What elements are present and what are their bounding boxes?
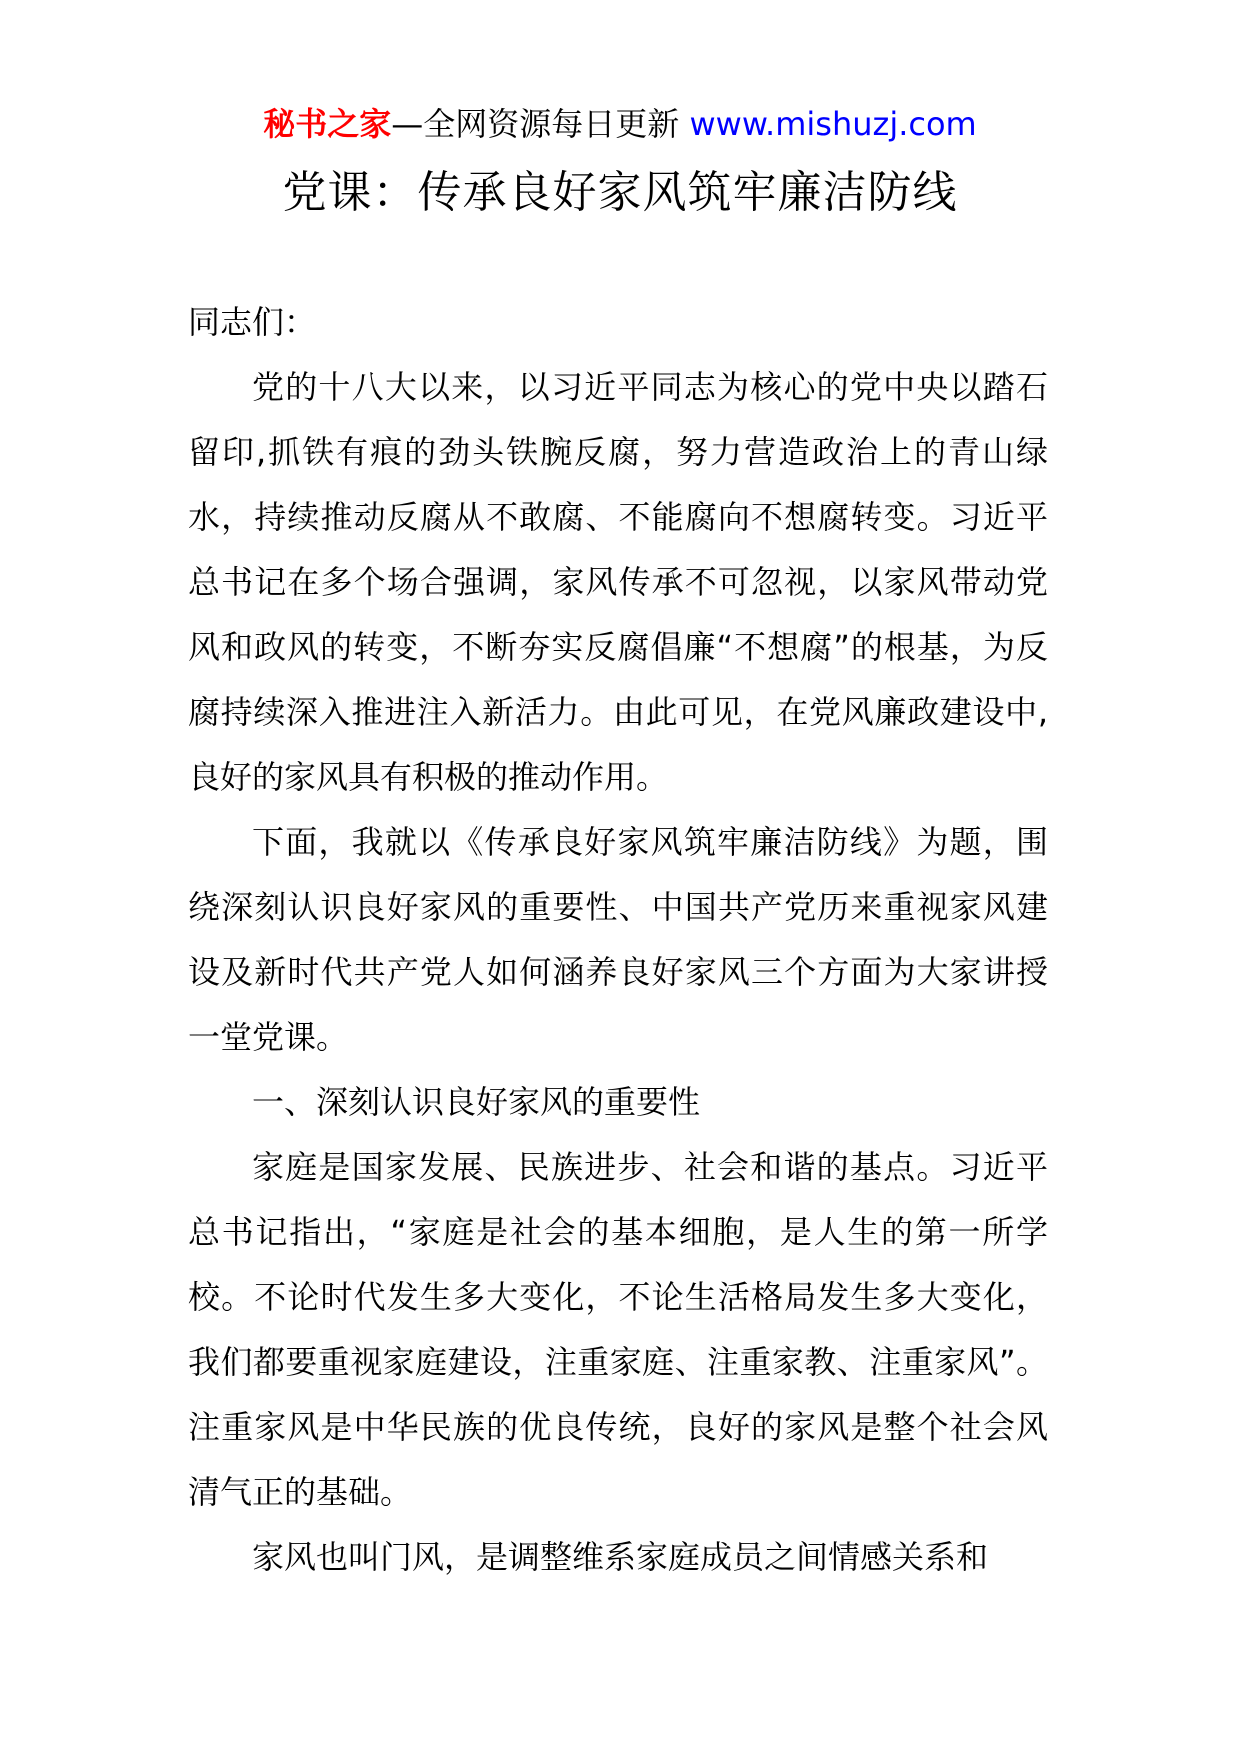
salutation: 同志们： [188, 303, 317, 341]
header-tagline: —全网资源每日更新 [391, 105, 690, 143]
section-heading: 一、深刻认识良好家风的重要性 [252, 1083, 701, 1121]
body-paragraph: 家风也叫门风，是调整维系家庭成员之间情感关系和 [252, 1538, 989, 1576]
body-paragraph: 党的十八大以来，以习近平同志为核心的党中央以踏石留印,抓铁有痕的劲头铁腕反腐，努力营造政治上的青山绿水，持续推动反腐从不敢腐、不能腐向不想腐转变。习近平总书记在多个场合强调，家风传承不可忽视，以家风带动党风和政风的转变，不断夯实反腐倡廉“不想腐”的根基，为反腐持续深入推进注入新活力。由此可见，在党风廉政建设中,良好的家风具有积极的推动作用。 [188, 368, 1048, 796]
site-header [0, 100, 1240, 148]
body-paragraph: 家庭是国家发展、民族进步、社会和谐的基点。习近平总书记指出，“家庭是社会的基本细胞，是人生的第一所学校。不论时代发生多大变化，不论生活格局发生多大变化，我们都要重视家庭建设，注重家庭、注重家教、注重家风”。注重家风是中华民族的优良传统，良好的家风是整个社会风清气正的基础。 [188, 1148, 1048, 1511]
body-paragraph: 下面，我就以《传承良好家风筑牢廉洁防线》为题，围绕深刻认识良好家风的重要性、中国共产党历来重视家风建设及新时代共产党人如何涵养良好家风三个方面为大家讲授一堂党课。 [188, 823, 1048, 1056]
document-body [188, 290, 1048, 1590]
brand-name: 秘书之家 [263, 105, 392, 143]
document-title: 党课：传承良好家风筑牢廉洁防线 [282, 167, 958, 218]
site-url-link[interactable]: www.mishuzj.com [689, 105, 977, 143]
